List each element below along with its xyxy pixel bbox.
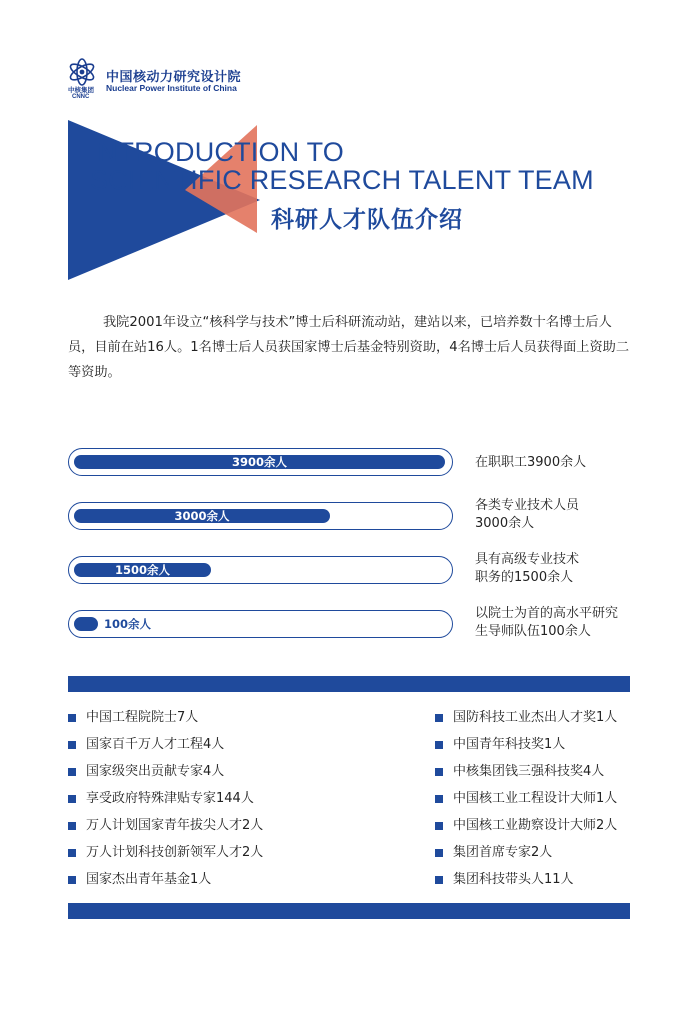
bullet-square-icon: [435, 822, 443, 830]
list-item: 集团首席专家2人: [435, 844, 635, 871]
stat-description: [475, 605, 675, 641]
list-item: 国家级突出贡献专家4人: [68, 763, 388, 790]
list-item: 中国核工业工程设计大师1人: [435, 790, 635, 817]
stat-desc-line: 具有高级专业技术: [475, 552, 580, 567]
stat-desc-line: 职务的1500余人: [475, 570, 574, 585]
bar-label: 3900余人: [231, 455, 287, 469]
bullet-square-icon: [435, 741, 443, 749]
stat-bar: [68, 556, 453, 584]
stat-bar: [68, 448, 453, 476]
stat-description: [475, 454, 675, 472]
org-logo: [66, 58, 266, 102]
stat-desc-line: 以院士为首的高水平研究: [475, 606, 619, 621]
group-name-en: CNNC: [72, 94, 90, 100]
bullet-square-icon: [68, 849, 76, 857]
bullet-square-icon: [68, 768, 76, 776]
org-name-cn: 中国核动力研究设计院: [106, 70, 242, 85]
list-item: 中国工程院院士7人: [68, 709, 388, 736]
list-item: 中国青年科技奖1人: [435, 736, 635, 763]
bullet-square-icon: [68, 741, 76, 749]
list-item: 享受政府特殊津贴专家144人: [68, 790, 388, 817]
page-title-cn: 科研人才队伍介绍: [271, 207, 463, 233]
section-divider-bottom: [68, 903, 630, 919]
stat-bar: [68, 502, 453, 530]
bar-label: 3000余人: [174, 509, 230, 523]
bar-fill: [74, 617, 98, 631]
list-item: 集团科技带头人11人: [435, 871, 635, 898]
list-item: 国家杰出青年基金1人: [68, 871, 388, 898]
bullet-square-icon: [435, 849, 443, 857]
title-en-line1: INTRODUCTION TO: [90, 137, 345, 167]
bullet-square-icon: [68, 795, 76, 803]
honors-list-left: [68, 709, 388, 898]
bullet-square-icon: [68, 822, 76, 830]
section-divider-top: [68, 676, 630, 692]
bullet-square-icon: [435, 768, 443, 776]
bullet-square-icon: [68, 876, 76, 884]
list-item: 中国核工业勘察设计大师2人: [435, 817, 635, 844]
bullet-square-icon: [435, 795, 443, 803]
org-name-en: Nuclear Power Institute of China: [106, 83, 237, 93]
bullet-square-icon: [435, 714, 443, 722]
list-item: 万人计划科技创新领军人才2人: [68, 844, 388, 871]
list-item: 国家百千万人才工程4人: [68, 736, 388, 763]
bar-label: 100余人: [104, 617, 152, 631]
group-name-cn: 中核集团: [68, 86, 94, 94]
list-item: 国防科技工业杰出人才奖1人: [435, 709, 635, 736]
list-item: 万人计划国家青年拔尖人才2人: [68, 817, 388, 844]
stat-desc-line: 3000余人: [475, 516, 535, 531]
bar-label: 1500余人: [114, 563, 170, 577]
honors-list-right: [435, 709, 635, 898]
page-title-en: [90, 138, 594, 194]
stat-description: [475, 551, 675, 587]
intro-paragraph: 我院2001年设立“核科学与技术”博士后科研流动站，建站以来，已培养数十名博士后人员，目前在站16人。1名博士后人员获国家博士后基金特别资助，4名博士后人员获得面上资助二等资助。: [68, 315, 630, 380]
stat-bar: [68, 610, 453, 638]
stat-description: [475, 497, 675, 533]
title-en-line2: SCIENTIFIC RESEARCH TALENT TEAM: [90, 165, 594, 195]
bullet-square-icon: [435, 876, 443, 884]
bullet-square-icon: [68, 714, 76, 722]
stat-desc-line: 生导师队伍100余人: [475, 624, 591, 639]
list-item: 中核集团钱三强科技奖4人: [435, 763, 635, 790]
stat-desc-line: 在职职工3900余人: [475, 455, 587, 470]
stat-desc-line: 各类专业技术人员: [475, 498, 580, 513]
atom-logo-icon: [66, 58, 102, 88]
